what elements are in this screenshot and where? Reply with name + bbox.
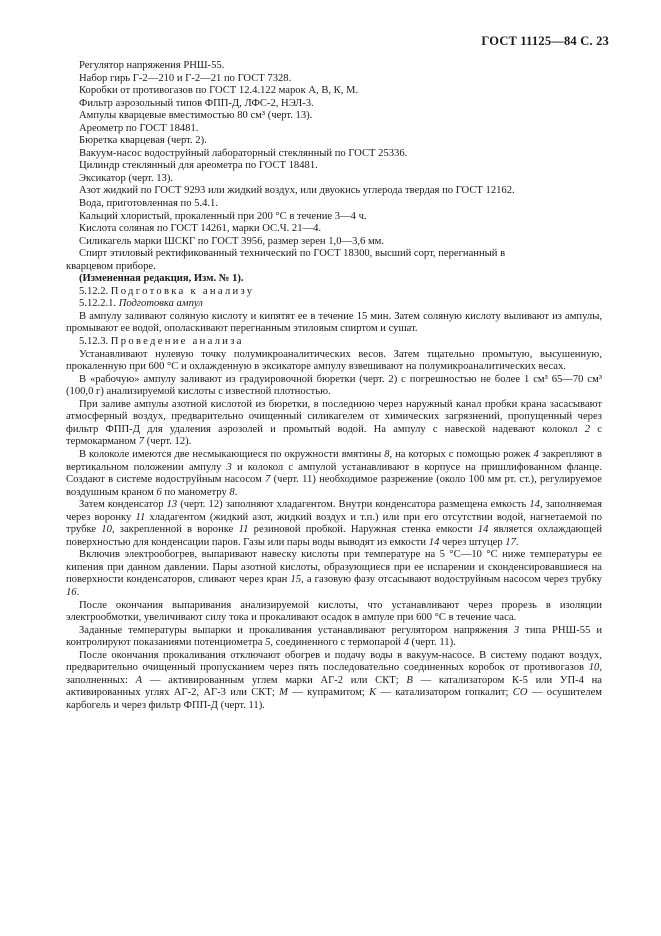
section-number: 5.12.3. (79, 336, 109, 348)
paragraph-5: Затем конденсатор 13 (черт. 12) заполняют хладагентом. Внутри конденсатора размещена емкость 14, заполняемая через воронку 11 хладагентом (жидкий азот, жидкий воздух и т.п.) или при его отсутствии водой, нагнетаемой по трубке 10, закрепленной в воронке 11 резиновой пробкой. Наружная стенка емкости 14 является охлаждающей поверхностью для конденсации паров. Газы или пары воды выводят из емкости 14 через штуцер 17. (66, 499, 602, 548)
list-item: Кальций хлористый, прокаленный при 200 °С в течение 3—4 ч. (79, 210, 367, 222)
list-item: Ампулы кварцевые вместимостью 80 см³ (черт. 13). (79, 110, 313, 122)
paragraph-7: После окончания выпаривания анализируемой кислоты, что устанавливают через прорезь в изоляции электрообмотки, увеличивают силу тока и прокаливают осадок в ампуле при 600 °С в течение часа. (66, 599, 602, 624)
paragraph-2: В «рабочую» ампулу заливают из градуировочной бюретки (черт. 2) с погрешностью не более 1 см³ 65—70 см³ (100,0 г) анализируемой кислоты с известной плотностью. (66, 373, 602, 398)
list-item: Бюретка кварцевая (черт. 2). (79, 135, 207, 147)
section-number: 5.12.2. (79, 285, 109, 297)
amendment-note: (Измененная редакция, Изм. № 1). (79, 273, 244, 285)
list-item: Эксикатор (черт. 13). (79, 172, 174, 184)
list-item: Коробки от противогазов по ГОСТ 12.4.122 марок А, В, К, М. (79, 85, 359, 97)
list-item: Набор гирь Г-2—210 и Г-2—21 по ГОСТ 7328. (79, 72, 292, 84)
list-item: Цилиндр стеклянный для ареометра по ГОСТ 18481. (79, 160, 318, 172)
section-title: Подготовка к анализу (110, 285, 255, 297)
list-item: Фильтр аэрозольный типов ФПП-Д, ЛФС-2, НЭЛ-3. (79, 97, 314, 109)
paragraph-ampoule-prep: В ампулу заливают соляную кислоту и кипятят ее в течение 15 мин. Затем соляную кислоту выливают из ампулы, промывают ее водой, ополаскивают перегнанным этиловым спиртом и сушат. (66, 310, 602, 335)
list-item: Спирт этиловый ректификованный технический по ГОСТ 18300, высший сорт, перегнанный в (79, 248, 506, 260)
section-title: Подготовка ампул (118, 298, 203, 310)
section-heading-5-12-2 (66, 286, 602, 299)
section-heading-5-12-3 (66, 336, 602, 349)
list-item: Вода, приготовленная по 5.4.1. (79, 198, 218, 210)
list-item: Кислота соляная по ГОСТ 14261, марки ОС.Ч. 21—4. (79, 223, 322, 235)
list-item: Вакуум-насос водоструйный лабораторный стеклянный по ГОСТ 25336. (79, 147, 408, 159)
paragraph-6: Включив электрообогрев, выпаривают навеску кислоты при температуре на 5 °С—10 °С ниже температуры ее кипения при данном давлении. Пары азотной кислоты, образующиеся при ее испарении и сконденсировавшиеся на поверхности конденсаторов, сливают через кран 15, а газовую фазу отсасывают водоструйным насосом через трубку 16. (66, 549, 602, 598)
section-heading-5-12-2-1 (66, 298, 602, 311)
paragraph-3: При заливе ампулы азотной кислотой из бюретки, в последнюю через наружный канал пробки крана засасывают атмосферный воздух, предварительно очищенный силикагелем от химических загрязнений, пропущенный через фильтр ФПП-Д для удаления аэрозолей и промытый водой. На ампулу с навеской надевают колокол 2 с термокарманом 7 (черт. 12). (66, 398, 602, 448)
list-item: Силикагель марки ШСКГ по ГОСТ 3956, размер зерен 1,0—3,6 мм. (79, 235, 385, 247)
page-header: ГОСТ 11125—84 С. 23 (481, 34, 609, 48)
paragraph-8: Заданные температуры выпарки и прокаливания устанавливают регулятором напряжения 3 типа РНШ-55 и контролируют показаниями потенциометра 5, соединенного с термопарой 4 (черт. 11). (66, 624, 603, 649)
paragraph-1: Устанавливают нулевую точку полумикроаналитических весов. Затем тщательно промытую, высушенную, прокаленную при 600 °С и охлажденную в эксикаторе ампулу взвешивают на полумикроаналитических весах. (66, 348, 602, 373)
equipment-list (66, 60, 602, 273)
list-item: Азот жидкий по ГОСТ 9293 или жидкий воздух, или двуокись углерода твердая по ГОСТ 12162. (79, 185, 515, 197)
section-title: Проведение анализа (110, 336, 244, 348)
list-item: Ареометр по ГОСТ 18481. (79, 122, 199, 134)
paragraph-4: В колоколе имеются две несмыкающиеся по окружности вмятины 8, на которых с помощью рожек 4 закрепляют в вертикальном положении ампулу 3 и колокол с ампулой устанавливают в корпусе на пришлифованном фланце. Создают в системе водоструйным насосом 7 (черт. 11) необходимое разрежение (около 100 мм рт. ст.), регулируемое воздушным краном 6 по манометру 8. (66, 448, 602, 498)
document-body (66, 60, 602, 712)
list-item: кварцевом приборе. (66, 260, 156, 272)
section-number: 5.12.2.1. (79, 298, 117, 310)
list-item: Регулятор напряжения РНШ-55. (79, 60, 225, 71)
paragraph-9: После окончания прокаливания отключают обогрев и подачу воды в вакуум-насосе. В систему подают воздух, предварительно очищенный пропусканием через пять последовательно соединенных коробок от противогазов 10, заполненных: А — активированным углем марки АГ-2 или СКТ; В — катализатором К-5 или УП-4 на активированных углях АГ-2, АГ-3 или СКТ; М — купрамитом; К — катализатором гопкалит; СО — осушителем карбогель и через фильтр ФПП-Д (черт. 11). (66, 649, 602, 711)
